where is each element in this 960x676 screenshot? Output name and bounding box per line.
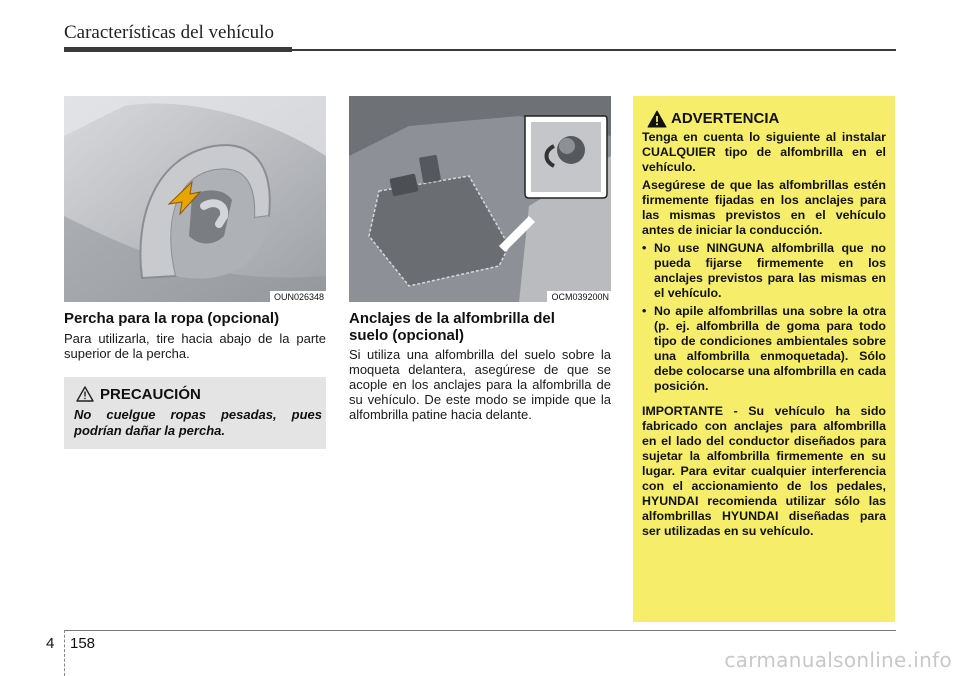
bullet-text: No use NINGUNA alfombrilla que no pueda fijarse firmemente en los anclajes previstos para las mismas en el vehículo. — [654, 241, 886, 300]
coat-hanger-photo — [64, 96, 326, 302]
header-rule-thin — [292, 49, 896, 51]
floor-mat-body: Si utiliza una alfombrilla del suelo sobre la moqueta delantera, asegúrese de que se acople en los anclajes para la alfombrilla de su vehículo. De este modo se impide que la alfombrilla patine hacia delante. — [349, 347, 611, 422]
warning-triangle-icon — [647, 110, 667, 128]
caution-title: PRECAUCIÓN — [100, 386, 201, 403]
warning-triangle-icon — [76, 386, 94, 402]
warning-bullet — [642, 304, 886, 394]
floor-mat-illustration — [349, 96, 611, 302]
figure-code: OCM039200N — [547, 291, 611, 302]
floor-mat-photo — [349, 96, 611, 302]
warning-box — [633, 96, 895, 622]
coat-hanger-heading: Percha para la ropa (opcional) — [64, 310, 280, 327]
warning-paragraph: Asegúrese de que las alfombrillas estén firmemente fijadas en los anclajes para las mismas previstos en el vehículo antes de iniciar la conducción. — [642, 178, 886, 237]
figure-code: OUN026348 — [270, 291, 326, 302]
warning-content — [642, 130, 886, 542]
bullet-dot: • — [642, 241, 647, 255]
warning-title: ADVERTENCIA — [671, 110, 780, 127]
warning-intro: Tenga en cuenta lo siguiente al instalar CUALQUIER tipo de alfombrilla en el vehículo. — [642, 130, 886, 174]
bullet-dot: • — [642, 304, 647, 318]
coat-hanger-illustration — [64, 96, 326, 302]
bullet-text: No apile alfombrillas una sobre la otra (p. ej. alfombrilla de goma para todo tipo de condiciones ambientales sobre una alfombrilla enmoquetada). Sólo debe colocarse una alfombrilla en cada posición. — [654, 304, 886, 393]
caution-text: No cuelgue ropas pesadas, pues podrían dañar la percha. — [74, 407, 322, 438]
floor-mat-heading: Anclajes de la alfombrilla del suelo (opcional) — [349, 310, 555, 344]
caution-box — [64, 377, 326, 449]
coat-hanger-body: Para utilizarla, tire hacia abajo de la parte superior de la percha. — [64, 331, 326, 361]
chapter-number: 4 — [46, 635, 55, 652]
footer-divider — [64, 630, 65, 676]
warning-important: IMPORTANTE - Su vehículo ha sido fabricado con anclajes para alfombrilla en el lado del conductor diseñados para sujetar la alfombrilla firmemente en su lugar. Para evitar cualquier interferencia con el accionamiento de los pedales, HYUNDAI recomienda utilizar sólo las alfombrillas HYUNDAI diseñadas para ser utilizadas en su vehículo. — [642, 404, 886, 538]
header-rule-thick — [64, 47, 292, 52]
page-header-title: Características del vehículo — [64, 22, 274, 43]
warning-bullet — [642, 241, 886, 301]
watermark: carmanualsonline.info — [724, 648, 952, 672]
page-number: 158 — [70, 635, 96, 652]
footer-rule — [64, 630, 896, 631]
